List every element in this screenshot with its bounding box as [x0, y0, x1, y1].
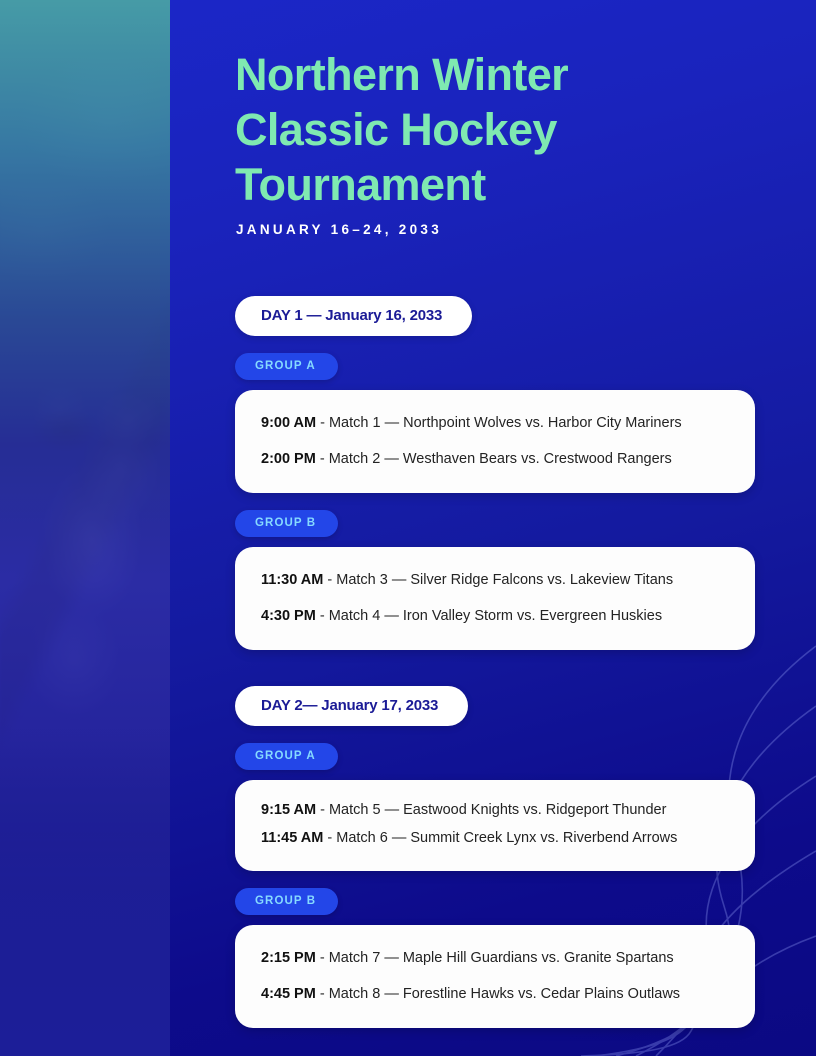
match-separator: -	[327, 572, 333, 588]
title-line-1: Northern Winter	[235, 49, 569, 100]
match-row	[261, 570, 729, 591]
match-separator: -	[319, 451, 325, 467]
match-time: 2:15 PM	[261, 950, 316, 966]
match-time: 9:00 AM	[261, 415, 317, 431]
match-row	[261, 800, 729, 821]
match-separator: -	[319, 950, 325, 966]
match-time: 2:00 PM	[261, 451, 316, 467]
group-section	[235, 726, 755, 871]
match-description: Match 7 — Maple Hill Guardians vs. Granite Spartans	[328, 950, 674, 966]
match-card	[235, 390, 755, 493]
title-line-2: Classic Hockey	[235, 104, 557, 155]
match-description: Match 2 — Westhaven Bears vs. Crestwood Rangers	[328, 451, 672, 467]
match-separator: -	[320, 415, 325, 431]
title-line-3: Tournament	[235, 159, 486, 210]
match-description: Match 1 — Northpoint Wolves vs. Harbor City Mariners	[328, 415, 682, 431]
match-separator: -	[327, 830, 333, 846]
match-row	[261, 413, 729, 434]
day-header-pill: DAY 1 — January 16, 2033	[235, 296, 472, 336]
match-row	[261, 606, 729, 627]
day-block	[235, 296, 755, 650]
group-badge: GROUP B	[235, 510, 338, 537]
match-card	[235, 925, 755, 1028]
group-badge: GROUP B	[235, 888, 338, 915]
group-badge: GROUP A	[235, 353, 338, 380]
match-description: Match 3 — Silver Ridge Falcons vs. Lakeview Titans	[336, 572, 674, 588]
date-range-subtitle: JANUARY 16–24, 2033	[236, 222, 443, 237]
day-header-pill: DAY 2— January 17, 2033	[235, 686, 468, 726]
match-row	[261, 984, 729, 1005]
schedule-list	[235, 296, 755, 1028]
match-row	[261, 948, 729, 969]
match-separator: -	[319, 608, 325, 624]
photo-bottom-fade	[0, 726, 170, 1056]
group-badge: GROUP A	[235, 743, 338, 770]
match-time: 4:30 PM	[261, 608, 316, 624]
match-time: 9:15 AM	[261, 802, 317, 818]
page-title	[235, 47, 705, 212]
match-card	[235, 780, 755, 871]
match-description: Match 5 — Eastwood Knights vs. Ridgeport Thunder	[328, 802, 667, 818]
match-card	[235, 547, 755, 650]
group-section	[235, 493, 755, 650]
group-section	[235, 336, 755, 493]
match-row	[261, 449, 729, 470]
match-separator: -	[320, 802, 325, 818]
match-separator: -	[319, 986, 325, 1002]
match-description: Match 6 — Summit Creek Lynx vs. Riverbend Arrows	[336, 830, 678, 846]
match-time: 11:30 AM	[261, 572, 324, 588]
match-description: Match 8 — Forestline Hawks vs. Cedar Plains Outlaws	[328, 986, 681, 1002]
match-row	[261, 828, 729, 849]
match-description: Match 4 — Iron Valley Storm vs. Evergreen Huskies	[328, 608, 663, 624]
day-block	[235, 686, 755, 1028]
sidebar-hockey-photo	[0, 0, 170, 1056]
group-section	[235, 871, 755, 1028]
main-content	[170, 0, 816, 1056]
match-time: 11:45 AM	[261, 830, 324, 846]
match-time: 4:45 PM	[261, 986, 316, 1002]
